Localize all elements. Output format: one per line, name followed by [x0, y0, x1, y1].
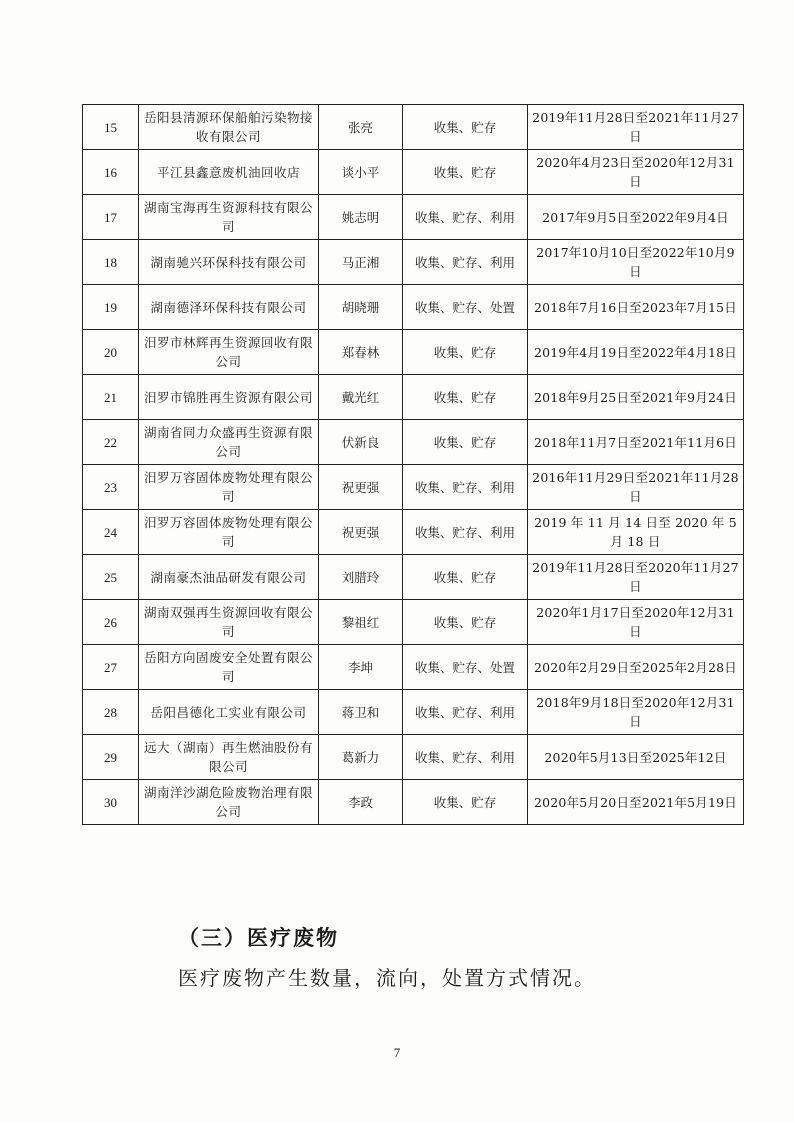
legal-representative-cell: 马正湘 — [319, 240, 403, 285]
table-row — [83, 330, 744, 375]
business-scope-cell: 收集、贮存 — [403, 150, 528, 195]
validity-period-cell: 2019年4月19日至2022年4月18日 — [528, 330, 744, 375]
business-scope-cell: 收集、贮存 — [403, 780, 528, 825]
company-name-cell: 湖南豪杰油品研发有限公司 — [139, 555, 319, 600]
validity-period-cell: 2019年11月28日至2021年11月27日 — [528, 105, 744, 150]
business-scope-cell: 收集、贮存 — [403, 330, 528, 375]
business-scope-cell: 收集、贮存、利用 — [403, 240, 528, 285]
legal-representative-cell: 张亮 — [319, 105, 403, 150]
legal-representative-cell: 葛新力 — [319, 735, 403, 780]
company-name-cell: 湖南省同力众盛再生资源有限公司 — [139, 420, 319, 465]
legal-representative-cell: 祝更强 — [319, 465, 403, 510]
row-number-cell: 25 — [83, 555, 139, 600]
company-name-cell: 平江县鑫意废机油回收店 — [139, 150, 319, 195]
legal-representative-cell: 姚志明 — [319, 195, 403, 240]
business-scope-cell: 收集、贮存 — [403, 420, 528, 465]
company-name-cell: 湖南宝海再生资源科技有限公司 — [139, 195, 319, 240]
row-number-cell: 30 — [83, 780, 139, 825]
table-row — [83, 690, 744, 735]
legal-representative-cell: 戴光红 — [319, 375, 403, 420]
company-name-cell: 湖南德泽环保科技有限公司 — [139, 285, 319, 330]
legal-representative-cell: 胡晓珊 — [319, 285, 403, 330]
company-name-cell: 岳阳方向固废安全处置有限公司 — [139, 645, 319, 690]
business-scope-cell: 收集、贮存 — [403, 555, 528, 600]
company-name-cell: 岳阳县清源环保船舶污染物接收有限公司 — [139, 105, 319, 150]
license-table — [82, 104, 744, 825]
business-scope-cell: 收集、贮存、利用 — [403, 510, 528, 555]
company-name-cell: 湖南洋沙湖危险废物治理有限公司 — [139, 780, 319, 825]
section-title: （三）医疗废物 — [178, 926, 339, 950]
validity-period-cell: 2018年11月7日至2021年11月6日 — [528, 420, 744, 465]
table-row — [83, 375, 744, 420]
legal-representative-cell: 蒋卫和 — [319, 690, 403, 735]
validity-period-cell: 2018年9月25日至2021年9月24日 — [528, 375, 744, 420]
company-name-cell: 湖南驰兴环保科技有限公司 — [139, 240, 319, 285]
validity-period-cell: 2020年4月23日至2020年12月31日 — [528, 150, 744, 195]
company-name-cell: 汨罗市锦胜再生资源有限公司 — [139, 375, 319, 420]
row-number-cell: 22 — [83, 420, 139, 465]
table-row — [83, 285, 744, 330]
company-name-cell: 岳阳昌德化工实业有限公司 — [139, 690, 319, 735]
validity-period-cell: 2020年1月17日至2020年12月31日 — [528, 600, 744, 645]
license-table-body — [83, 105, 744, 825]
business-scope-cell: 收集、贮存、处置 — [403, 285, 528, 330]
table-row — [83, 780, 744, 825]
business-scope-cell: 收集、贮存、处置 — [403, 645, 528, 690]
validity-period-cell: 2019 年 11 月 14 日至 2020 年 5 月 18 日 — [528, 510, 744, 555]
business-scope-cell: 收集、贮存 — [403, 105, 528, 150]
row-number-cell: 28 — [83, 690, 139, 735]
company-name-cell: 湖南双强再生资源回收有限公司 — [139, 600, 319, 645]
company-name-cell: 汨罗万容固体废物处理有限公司 — [139, 510, 319, 555]
page-number: 7 — [393, 1045, 401, 1060]
table-row — [83, 150, 744, 195]
legal-representative-cell: 刘腊玲 — [319, 555, 403, 600]
row-number-cell: 20 — [83, 330, 139, 375]
table-row — [83, 555, 744, 600]
section-body-text: 医疗废物产生数量，流向，处置方式情况。 — [178, 966, 596, 990]
table-row — [83, 105, 744, 150]
legal-representative-cell: 谈小平 — [319, 150, 403, 195]
row-number-cell: 26 — [83, 600, 139, 645]
business-scope-cell: 收集、贮存、利用 — [403, 690, 528, 735]
legal-representative-cell: 黎祖红 — [319, 600, 403, 645]
table-row — [83, 645, 744, 690]
validity-period-cell: 2020年5月13日至2025年12日 — [528, 735, 744, 780]
legal-representative-cell: 祝更强 — [319, 510, 403, 555]
legal-representative-cell: 郑春林 — [319, 330, 403, 375]
validity-period-cell: 2019年11月28日至2020年11月27日 — [528, 555, 744, 600]
business-scope-cell: 收集、贮存 — [403, 600, 528, 645]
row-number-cell: 18 — [83, 240, 139, 285]
validity-period-cell: 2020年2月29日至2025年2月28日 — [528, 645, 744, 690]
business-scope-cell: 收集、贮存、利用 — [403, 465, 528, 510]
row-number-cell: 19 — [83, 285, 139, 330]
table-row — [83, 465, 744, 510]
row-number-cell: 29 — [83, 735, 139, 780]
table-row — [83, 240, 744, 285]
row-number-cell: 21 — [83, 375, 139, 420]
company-name-cell: 汨罗万容固体废物处理有限公司 — [139, 465, 319, 510]
row-number-cell: 17 — [83, 195, 139, 240]
business-scope-cell: 收集、贮存、利用 — [403, 195, 528, 240]
legal-representative-cell: 伏新良 — [319, 420, 403, 465]
row-number-cell: 27 — [83, 645, 139, 690]
legal-representative-cell: 李政 — [319, 780, 403, 825]
validity-period-cell: 2017年10月10日至2022年10月9日 — [528, 240, 744, 285]
row-number-cell: 16 — [83, 150, 139, 195]
business-scope-cell: 收集、贮存 — [403, 375, 528, 420]
validity-period-cell: 2018年7月16日至2023年7月15日 — [528, 285, 744, 330]
table-row — [83, 510, 744, 555]
validity-period-cell: 2017年9月5日至2022年9月4日 — [528, 195, 744, 240]
validity-period-cell: 2018年9月18日至2020年12月31日 — [528, 690, 744, 735]
company-name-cell: 汨罗市林辉再生资源回收有限公司 — [139, 330, 319, 375]
validity-period-cell: 2016年11月29日至2021年11月28日 — [528, 465, 744, 510]
table-row — [83, 600, 744, 645]
row-number-cell: 23 — [83, 465, 139, 510]
validity-period-cell: 2020年5月20日至2021年5月19日 — [528, 780, 744, 825]
row-number-cell: 15 — [83, 105, 139, 150]
row-number-cell: 24 — [83, 510, 139, 555]
business-scope-cell: 收集、贮存、利用 — [403, 735, 528, 780]
table-row — [83, 195, 744, 240]
legal-representative-cell: 李坤 — [319, 645, 403, 690]
table-row — [83, 735, 744, 780]
table-row — [83, 420, 744, 465]
company-name-cell: 远大（湖南）再生燃油股份有限公司 — [139, 735, 319, 780]
